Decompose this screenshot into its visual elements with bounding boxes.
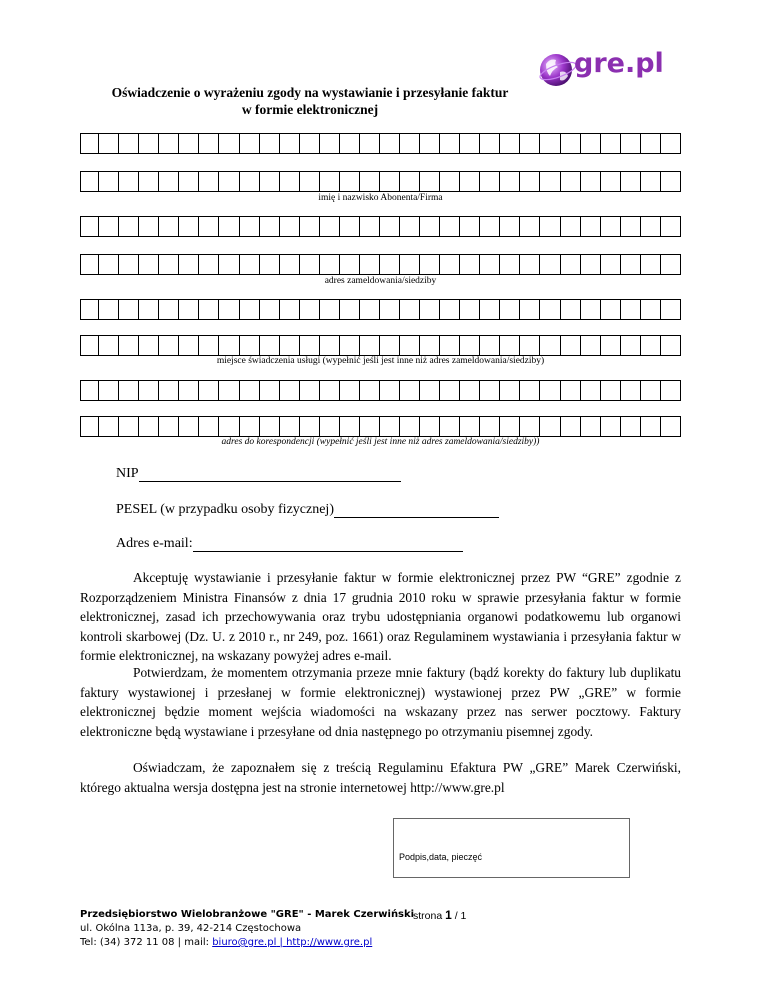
pesel-field[interactable] xyxy=(116,502,499,518)
character-cell[interactable] xyxy=(563,172,581,191)
character-cell[interactable] xyxy=(181,172,199,191)
character-cell[interactable] xyxy=(121,134,139,153)
character-cell[interactable] xyxy=(482,172,500,191)
character-cell[interactable] xyxy=(181,255,199,274)
character-cell[interactable] xyxy=(342,172,360,191)
consent-text: Akceptuję wystawianie i przesyłanie faktur w formie elektronicznej przez PW “GRE” zgodnie z Rozporządzeniem Ministra Finansów z dnia 17 grudnia 2010 roku w sprawie przesyłania faktur w formie elektronicznej, zasad ich przechowywania oraz trybu udostępniania organowi podatkowemu lub organowi kontroli skarbowej (Dz. U. z 2010 r., nr 249, poz. 1661) oraz Regulaminem wystawiania i przesyłania faktur w formie elektronicznej, na wskazany powyżej adres e-mail. xyxy=(80,570,681,663)
character-cell[interactable] xyxy=(623,217,641,236)
character-cell[interactable] xyxy=(643,134,661,153)
character-cell[interactable] xyxy=(663,300,680,319)
character-cell[interactable] xyxy=(121,255,139,274)
character-cell[interactable] xyxy=(161,134,179,153)
character-cell[interactable] xyxy=(442,217,460,236)
character-cell[interactable] xyxy=(402,134,420,153)
character-cell[interactable] xyxy=(101,417,119,436)
character-cell[interactable] xyxy=(101,255,119,274)
character-cell[interactable] xyxy=(462,134,480,153)
globe-icon xyxy=(538,50,576,90)
character-cell[interactable] xyxy=(201,300,219,319)
character-cell[interactable] xyxy=(282,300,300,319)
character-cell[interactable] xyxy=(502,172,520,191)
character-cell[interactable] xyxy=(643,255,661,274)
receipt-paragraph xyxy=(80,663,681,741)
character-cell[interactable] xyxy=(101,172,119,191)
character-cell[interactable] xyxy=(81,255,99,274)
character-cell[interactable] xyxy=(583,217,601,236)
character-cell[interactable] xyxy=(161,217,179,236)
character-cell[interactable] xyxy=(342,336,360,355)
character-cell[interactable] xyxy=(542,134,560,153)
character-cell[interactable] xyxy=(262,255,280,274)
character-cell[interactable] xyxy=(302,336,320,355)
character-cell[interactable] xyxy=(502,217,520,236)
character-cell[interactable] xyxy=(402,381,420,400)
character-cell[interactable] xyxy=(81,134,99,153)
character-cell[interactable] xyxy=(282,172,300,191)
character-cell[interactable] xyxy=(522,381,540,400)
character-cell[interactable] xyxy=(402,336,420,355)
character-cell[interactable] xyxy=(161,300,179,319)
character-cell[interactable] xyxy=(322,417,340,436)
service-grid-row-1[interactable] xyxy=(80,299,681,320)
character-cell[interactable] xyxy=(643,336,661,355)
character-cell[interactable] xyxy=(522,172,540,191)
character-cell[interactable] xyxy=(201,255,219,274)
character-cell[interactable] xyxy=(522,217,540,236)
character-cell[interactable] xyxy=(583,336,601,355)
character-cell[interactable] xyxy=(442,255,460,274)
character-cell[interactable] xyxy=(282,217,300,236)
footer xyxy=(80,908,414,950)
character-cell[interactable] xyxy=(502,134,520,153)
character-cell[interactable] xyxy=(322,172,340,191)
email-field[interactable] xyxy=(116,536,463,552)
footer-company: Przedsiębiorstwo Wielobranżowe "GRE" - Marek Czerwiński xyxy=(80,909,415,920)
footer-address: ul. Okólna 113a, p. 39, 42-214 Częstochowa xyxy=(80,923,302,934)
page-label: strona xyxy=(413,910,443,922)
character-cell[interactable] xyxy=(262,336,280,355)
character-cell[interactable] xyxy=(242,134,260,153)
character-cell[interactable] xyxy=(221,300,239,319)
footer-separator: | xyxy=(276,937,287,948)
character-cell[interactable] xyxy=(121,300,139,319)
page-current: 1 xyxy=(445,908,452,922)
character-cell[interactable] xyxy=(522,336,540,355)
footer-phone: Tel: (34) 372 11 08 | mail: xyxy=(80,937,213,948)
character-cell[interactable] xyxy=(201,217,219,236)
character-cell[interactable] xyxy=(522,134,540,153)
email-label: Adres e-mail: xyxy=(116,536,193,551)
character-cell[interactable] xyxy=(563,255,581,274)
character-cell[interactable] xyxy=(221,134,239,153)
character-cell[interactable] xyxy=(342,300,360,319)
character-cell[interactable] xyxy=(141,172,159,191)
receipt-text: Potwierdzam, że momentem otrzymania przeze mnie faktury (bądź korekty do faktury lub duplikatu faktury wystawionej i przesłanej w formie elektronicznej) wystawionej przez PW „GRE” w formie elektronicznej będzie moment wejścia wiadomości na wskazany przez nas serwer pocztowy. Faktury elektroniczne będą wystawiane i przesyłane od dnia następnego po otrzymaniu pisemnej zgody. xyxy=(80,665,681,739)
character-cell[interactable] xyxy=(542,381,560,400)
character-cell[interactable] xyxy=(81,300,99,319)
character-cell[interactable] xyxy=(141,381,159,400)
character-cell[interactable] xyxy=(663,134,680,153)
character-cell[interactable] xyxy=(522,417,540,436)
character-cell[interactable] xyxy=(462,417,480,436)
character-cell[interactable] xyxy=(161,255,179,274)
character-cell[interactable] xyxy=(262,381,280,400)
character-cell[interactable] xyxy=(81,417,99,436)
character-cell[interactable] xyxy=(502,417,520,436)
character-cell[interactable] xyxy=(322,381,340,400)
character-cell[interactable] xyxy=(242,300,260,319)
character-cell[interactable] xyxy=(442,134,460,153)
character-cell[interactable] xyxy=(542,172,560,191)
page-number xyxy=(413,908,466,922)
character-cell[interactable] xyxy=(161,172,179,191)
nip-input-line[interactable] xyxy=(139,467,401,482)
character-cell[interactable] xyxy=(442,336,460,355)
character-cell[interactable] xyxy=(362,300,380,319)
character-cell[interactable] xyxy=(322,336,340,355)
character-cell[interactable] xyxy=(643,417,661,436)
character-cell[interactable] xyxy=(402,217,420,236)
character-cell[interactable] xyxy=(81,172,99,191)
character-cell[interactable] xyxy=(462,217,480,236)
character-cell[interactable] xyxy=(201,381,219,400)
character-cell[interactable] xyxy=(101,381,119,400)
character-cell[interactable] xyxy=(282,381,300,400)
character-cell[interactable] xyxy=(81,217,99,236)
character-cell[interactable] xyxy=(141,255,159,274)
name-caption: imię i nazwisko Abonenta/Firma xyxy=(318,193,443,203)
character-cell[interactable] xyxy=(101,134,119,153)
document-title xyxy=(90,84,530,118)
character-cell[interactable] xyxy=(422,417,440,436)
character-cell[interactable] xyxy=(242,172,260,191)
character-cell[interactable] xyxy=(181,300,199,319)
address-grid-row-2[interactable] xyxy=(80,254,681,275)
character-cell[interactable] xyxy=(402,300,420,319)
character-cell[interactable] xyxy=(302,217,320,236)
character-cell[interactable] xyxy=(482,381,500,400)
footer-website-link[interactable]: http://www.gre.pl xyxy=(286,937,373,948)
character-cell[interactable] xyxy=(623,255,641,274)
pesel-input-line[interactable] xyxy=(334,503,499,518)
character-cell[interactable] xyxy=(563,134,581,153)
character-cell[interactable] xyxy=(282,134,300,153)
email-input-line[interactable] xyxy=(193,537,463,552)
character-cell[interactable] xyxy=(462,336,480,355)
character-cell[interactable] xyxy=(542,417,560,436)
character-cell[interactable] xyxy=(522,300,540,319)
character-cell[interactable] xyxy=(643,381,661,400)
character-cell[interactable] xyxy=(482,300,500,319)
character-cell[interactable] xyxy=(362,172,380,191)
character-cell[interactable] xyxy=(583,172,601,191)
character-cell[interactable] xyxy=(522,255,540,274)
character-cell[interactable] xyxy=(121,336,139,355)
character-cell[interactable] xyxy=(623,336,641,355)
character-cell[interactable] xyxy=(603,217,621,236)
correspondence-grid-row-1[interactable] xyxy=(80,380,681,401)
character-cell[interactable] xyxy=(141,217,159,236)
character-cell[interactable] xyxy=(502,255,520,274)
character-cell[interactable] xyxy=(342,381,360,400)
character-cell[interactable] xyxy=(221,381,239,400)
character-cell[interactable] xyxy=(623,134,641,153)
character-cell[interactable] xyxy=(382,134,400,153)
character-cell[interactable] xyxy=(583,255,601,274)
character-cell[interactable] xyxy=(242,255,260,274)
character-cell[interactable] xyxy=(603,255,621,274)
character-cell[interactable] xyxy=(422,381,440,400)
character-cell[interactable] xyxy=(442,417,460,436)
character-cell[interactable] xyxy=(262,217,280,236)
character-cell[interactable] xyxy=(603,417,621,436)
character-cell[interactable] xyxy=(643,300,661,319)
character-cell[interactable] xyxy=(603,336,621,355)
character-cell[interactable] xyxy=(603,381,621,400)
character-cell[interactable] xyxy=(382,300,400,319)
character-cell[interactable] xyxy=(402,172,420,191)
title-line-2: w formie elektronicznej xyxy=(241,102,379,117)
character-cell[interactable] xyxy=(563,217,581,236)
name-grid-row-2[interactable] xyxy=(80,171,681,192)
page-total: / 1 xyxy=(454,910,467,922)
character-cell[interactable] xyxy=(201,336,219,355)
address-grid-row-1[interactable] xyxy=(80,216,681,237)
character-cell[interactable] xyxy=(422,172,440,191)
character-cell[interactable] xyxy=(583,381,601,400)
character-cell[interactable] xyxy=(623,300,641,319)
character-cell[interactable] xyxy=(322,217,340,236)
character-cell[interactable] xyxy=(262,300,280,319)
character-cell[interactable] xyxy=(201,172,219,191)
character-cell[interactable] xyxy=(242,217,260,236)
character-cell[interactable] xyxy=(462,172,480,191)
character-cell[interactable] xyxy=(121,172,139,191)
character-cell[interactable] xyxy=(502,336,520,355)
character-cell[interactable] xyxy=(603,300,621,319)
character-cell[interactable] xyxy=(663,336,680,355)
character-cell[interactable] xyxy=(563,417,581,436)
character-cell[interactable] xyxy=(81,336,99,355)
character-cell[interactable] xyxy=(282,417,300,436)
character-cell[interactable] xyxy=(262,172,280,191)
service-caption: miejsce świadczenia usługi (wypełnić jeśli jest inne niż adres zameldowania/siedziby) xyxy=(216,356,545,366)
character-cell[interactable] xyxy=(242,417,260,436)
character-cell[interactable] xyxy=(342,134,360,153)
character-cell[interactable] xyxy=(643,172,661,191)
character-cell[interactable] xyxy=(643,217,661,236)
character-cell[interactable] xyxy=(302,172,320,191)
character-cell[interactable] xyxy=(402,417,420,436)
correspondence-caption: adres do korespondencji (wypełnić jeśli jest inne niż adres zameldowania/siedziby)) xyxy=(221,437,540,447)
character-cell[interactable] xyxy=(302,134,320,153)
character-cell[interactable] xyxy=(181,134,199,153)
character-cell[interactable] xyxy=(302,417,320,436)
character-cell[interactable] xyxy=(81,381,99,400)
character-cell[interactable] xyxy=(322,134,340,153)
character-cell[interactable] xyxy=(362,417,380,436)
character-cell[interactable] xyxy=(141,134,159,153)
character-cell[interactable] xyxy=(482,417,500,436)
character-cell[interactable] xyxy=(542,255,560,274)
character-cell[interactable] xyxy=(583,300,601,319)
character-cell[interactable] xyxy=(322,255,340,274)
character-cell[interactable] xyxy=(422,300,440,319)
character-cell[interactable] xyxy=(663,172,680,191)
character-cell[interactable] xyxy=(121,381,139,400)
company-logo xyxy=(538,48,678,92)
character-cell[interactable] xyxy=(362,255,380,274)
character-cell[interactable] xyxy=(181,381,199,400)
character-cell[interactable] xyxy=(442,381,460,400)
character-cell[interactable] xyxy=(242,336,260,355)
character-cell[interactable] xyxy=(161,381,179,400)
character-cell[interactable] xyxy=(242,381,260,400)
signature-label: Podpis,data, pieczęć xyxy=(399,852,483,862)
character-cell[interactable] xyxy=(382,381,400,400)
character-cell[interactable] xyxy=(502,381,520,400)
nip-field[interactable] xyxy=(116,466,401,482)
character-cell[interactable] xyxy=(563,300,581,319)
character-cell[interactable] xyxy=(221,255,239,274)
title-line-1: Oświadczenie o wyrażeniu zgody na wystawianie i przesyłanie faktur xyxy=(111,85,509,100)
character-cell[interactable] xyxy=(141,417,159,436)
correspondence-grid-row-2[interactable] xyxy=(80,416,681,437)
footer-email-link[interactable]: biuro@gre.pl xyxy=(212,937,277,948)
character-cell[interactable] xyxy=(121,217,139,236)
character-cell[interactable] xyxy=(161,417,179,436)
character-cell[interactable] xyxy=(101,300,119,319)
character-cell[interactable] xyxy=(442,172,460,191)
character-cell[interactable] xyxy=(362,134,380,153)
character-cell[interactable] xyxy=(342,417,360,436)
character-cell[interactable] xyxy=(221,172,239,191)
character-cell[interactable] xyxy=(482,217,500,236)
character-cell[interactable] xyxy=(101,336,119,355)
character-cell[interactable] xyxy=(663,381,680,400)
character-cell[interactable] xyxy=(542,300,560,319)
nip-label: NIP xyxy=(116,466,139,481)
character-cell[interactable] xyxy=(161,336,179,355)
pesel-label: PESEL (w przypadku osoby fizycznej) xyxy=(116,502,334,517)
character-cell[interactable] xyxy=(382,217,400,236)
character-cell[interactable] xyxy=(282,255,300,274)
character-cell[interactable] xyxy=(482,134,500,153)
character-cell[interactable] xyxy=(623,381,641,400)
character-cell[interactable] xyxy=(482,255,500,274)
character-cell[interactable] xyxy=(382,417,400,436)
character-cell[interactable] xyxy=(101,217,119,236)
service-grid-row-2[interactable] xyxy=(80,335,681,356)
character-cell[interactable] xyxy=(402,255,420,274)
character-cell[interactable] xyxy=(181,217,199,236)
character-cell[interactable] xyxy=(262,417,280,436)
character-cell[interactable] xyxy=(502,300,520,319)
character-cell[interactable] xyxy=(342,255,360,274)
character-cell[interactable] xyxy=(623,417,641,436)
character-cell[interactable] xyxy=(181,417,199,436)
character-cell[interactable] xyxy=(422,217,440,236)
terms-paragraph xyxy=(80,758,681,797)
character-cell[interactable] xyxy=(382,336,400,355)
character-cell[interactable] xyxy=(663,217,680,236)
character-cell[interactable] xyxy=(221,217,239,236)
consent-paragraph xyxy=(80,568,681,666)
character-cell[interactable] xyxy=(542,336,560,355)
character-cell[interactable] xyxy=(201,417,219,436)
character-cell[interactable] xyxy=(362,217,380,236)
character-cell[interactable] xyxy=(563,336,581,355)
character-cell[interactable] xyxy=(462,255,480,274)
character-cell[interactable] xyxy=(282,336,300,355)
footer-contact xyxy=(80,936,414,950)
name-grid-row-1[interactable] xyxy=(80,133,681,154)
character-cell[interactable] xyxy=(663,255,680,274)
character-cell[interactable] xyxy=(462,300,480,319)
character-cell[interactable] xyxy=(181,336,199,355)
character-cell[interactable] xyxy=(442,300,460,319)
character-cell[interactable] xyxy=(603,172,621,191)
character-cell[interactable] xyxy=(583,134,601,153)
character-cell[interactable] xyxy=(342,217,360,236)
character-cell[interactable] xyxy=(362,381,380,400)
character-cell[interactable] xyxy=(603,134,621,153)
character-cell[interactable] xyxy=(221,417,239,436)
character-cell[interactable] xyxy=(302,255,320,274)
character-cell[interactable] xyxy=(663,417,680,436)
character-cell[interactable] xyxy=(322,300,340,319)
terms-text: Oświadczam, że zapoznałem się z treścią Regulaminu Efaktura PW „GRE” Marek Czerwiński, którego aktualna wersja dostępna jest na stronie internetowej http://www.gre.pl xyxy=(80,760,681,795)
logo-text: gre.pl xyxy=(574,48,664,79)
character-cell[interactable] xyxy=(302,300,320,319)
character-cell[interactable] xyxy=(141,300,159,319)
character-cell[interactable] xyxy=(382,255,400,274)
character-cell[interactable] xyxy=(221,336,239,355)
character-cell[interactable] xyxy=(121,417,139,436)
character-cell[interactable] xyxy=(141,336,159,355)
character-cell[interactable] xyxy=(422,336,440,355)
signature-box[interactable] xyxy=(393,818,630,878)
character-cell[interactable] xyxy=(542,217,560,236)
character-cell[interactable] xyxy=(563,381,581,400)
character-cell[interactable] xyxy=(302,381,320,400)
character-cell[interactable] xyxy=(422,255,440,274)
address-caption: adres zameldowania/siedziby xyxy=(324,276,437,286)
character-cell[interactable] xyxy=(201,134,219,153)
character-cell[interactable] xyxy=(482,336,500,355)
character-cell[interactable] xyxy=(422,134,440,153)
character-cell[interactable] xyxy=(462,381,480,400)
character-cell[interactable] xyxy=(382,172,400,191)
character-cell[interactable] xyxy=(583,417,601,436)
character-cell[interactable] xyxy=(362,336,380,355)
character-cell[interactable] xyxy=(262,134,280,153)
character-cell[interactable] xyxy=(623,172,641,191)
